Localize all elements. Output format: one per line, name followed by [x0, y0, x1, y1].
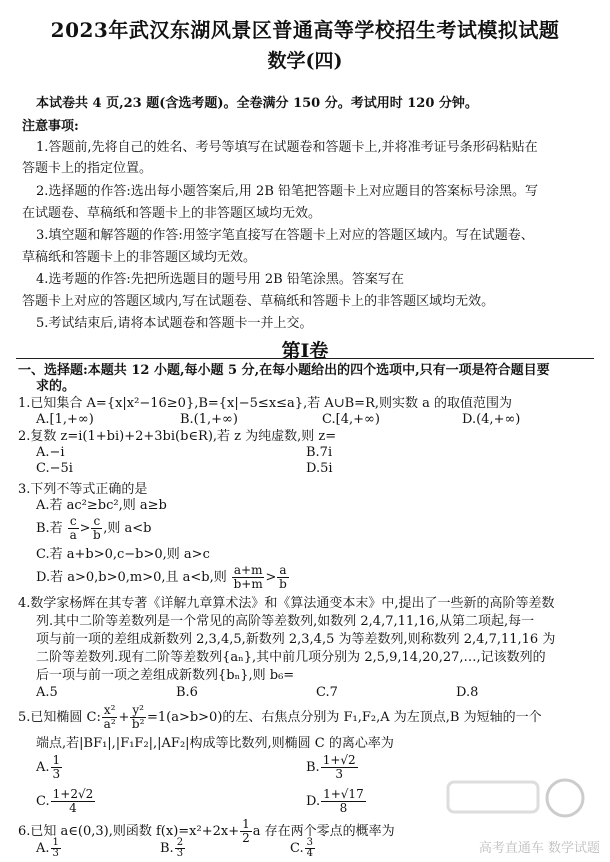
q4-option-d: D.8 — [456, 685, 479, 700]
q1-option-b: B.(1,+∞) — [180, 412, 238, 427]
q1-option-c: C.[4,+∞) — [322, 412, 380, 427]
q4-option-b: B.6 — [176, 685, 198, 700]
note-line: 5.考试结束后,请将本试题卷和答题卡一并上交。 — [36, 316, 313, 331]
q5-stem: 5.已知椭圆 C: $\frac{\text{x²}}{\text{a²}}$ + $\frac{\text{y²}}{\text{b²}}$ =1(a>b>0)的左、右焦点分别为 F₁,F₂,A 为左顶点,B 为短轴的一个 — [18, 703, 542, 731]
q2-option-a: A.−i — [36, 445, 65, 460]
q5-option-c: C. $\frac{1+2√2}{4}$ — [36, 787, 94, 815]
notes-title: 注意事项: — [22, 119, 79, 134]
section-lead: 一、选择题:本题共 12 小题,每小题 5 分,在每小题给出的四个选项中,只有一项是符合题目要 — [18, 363, 550, 378]
q5-option-b: B. $\frac{1+√2}{3}$ — [306, 753, 356, 781]
q4-option-a: A.5 — [36, 685, 58, 700]
q2-option-c: C.−5i — [36, 461, 73, 476]
q6-option-c: C. $\frac{3}{4}$ — [290, 837, 313, 859]
exam-subtitle: 数学(四) — [267, 50, 343, 72]
watermark-logo-icon — [440, 770, 590, 830]
note-line: 草稿纸和答题卡上的非答题区域均无效。 — [22, 250, 257, 265]
exam-summary: 本试卷共 4 页,23 题(含选考题)。全卷满分 150 分。考试用时 120 分钟。 — [36, 96, 478, 111]
note-line: 1.答题前,先将自己的姓名、考号等填写在试题卷和答题卡上,并将准考证号条形码粘贴在 — [36, 140, 538, 155]
section-divider — [16, 358, 594, 359]
q4-line: 列.其中二阶等差数列是一个常见的高阶等差数列,如数列 2,4,7,11,16,从第二项起,每一 — [36, 614, 535, 629]
watermark-text: 高考直通车 数学试题 — [478, 841, 600, 856]
q5-option-a: A. $\frac{1}{3}$ — [36, 753, 61, 781]
q6-option-a: A. $\frac{1}{3}$ — [36, 837, 59, 859]
note-line: 答题卡上对应的答题区域内,写在试题卷、草稿纸和答题卡上的非答题区域均无效。 — [22, 294, 495, 309]
q3-option-d: D.若 a>0,b>0,m>0,且 a<b,则 $\frac{a+m}{b+m}$ > $\frac{a}{b}$ — [36, 563, 287, 591]
q1-option-a: A.[1,+∞) — [36, 412, 94, 427]
q3-option-c: C.若 a+b>0,c−b>0,则 a>c — [36, 547, 210, 562]
q3-stem: 3.下列不等式正确的是 — [18, 482, 148, 497]
q2-option-d: D.5i — [306, 461, 333, 476]
q1-stem: 1.已知集合 A={x|x²−16≥0},B={x|−5≤x≤a},若 A∪B=R,则实数 a 的取值范围为 — [18, 396, 513, 411]
q2-option-b: B.7i — [306, 445, 333, 460]
note-line: 在试题卷、草稿纸和答题卡上的非答题区域均无效。 — [22, 206, 322, 221]
q4-line: 4.数学家杨辉在其专著《详解九章算术法》和《算法通变本末》中,提出了一些新的高阶等差数 — [18, 596, 555, 611]
note-line: 2.选择题的作答:选出每小题答案后,用 2B 铅笔把答题卡上对应题目的答案标号涂黑。写 — [36, 184, 539, 199]
q4-line: 后一项与前一项之差组成新数列{bₙ},则 b₆= — [36, 668, 295, 683]
q4-option-c: C.7 — [316, 685, 338, 700]
q4-line: 项与前一项的差组成新数列 2,3,4,5,新数列 2,3,4,5 为等差数列,则称数列 2,4,7,11,16 为 — [36, 632, 556, 647]
section-title: 第Ⅰ卷 — [281, 340, 329, 362]
q3-option-a: A.若 ac²≥bc²,则 a≥b — [36, 498, 167, 513]
note-line: 4.选考题的作答:先把所选题目的题号用 2B 铅笔涂黑。答案写在 — [36, 272, 404, 287]
q5-option-d: D. $\frac{1+√17}{8}$ — [306, 787, 364, 815]
q6-option-b: B. $\frac{2}{3}$ — [160, 837, 184, 859]
section-lead: 求的。 — [36, 379, 76, 394]
q3-option-b: B.若 $\frac{c}{a}$ > $\frac{c}{b}$ ,则 a<b — [36, 514, 152, 542]
q6-stem: 6.已知 a∈(0,3),则函数 f(x)=x²+2x+ $\frac{1}{2}$ a 存在两个零点的概率为 — [18, 817, 395, 845]
q5-stem-line2: 端点,若|BF₁|,|F₁F₂|,|AF₂|构成等比数列,则椭圆 C 的离心率为 — [36, 736, 394, 751]
q2-stem: 2.复数 z=i(1+bi)+2+3bi(b∈R),若 z 为纯虚数,则 z= — [18, 429, 337, 444]
q1-option-d: D.(4,+∞) — [462, 412, 521, 427]
note-line: 答题卡上的指定位置。 — [22, 161, 153, 176]
note-line: 3.填空题和解答题的作答:用签字笔直接写在答题卡上对应的答题区域内。写在试题卷、 — [36, 228, 534, 243]
q4-line: 二阶等差数列.现有二阶等差数列{aₙ},其中前几项分别为 2,5,9,14,20,27,…,记该数列的 — [36, 650, 546, 665]
exam-title: 2023年武汉东湖风景区普通高等学校招生考试模拟试题 — [50, 18, 560, 42]
